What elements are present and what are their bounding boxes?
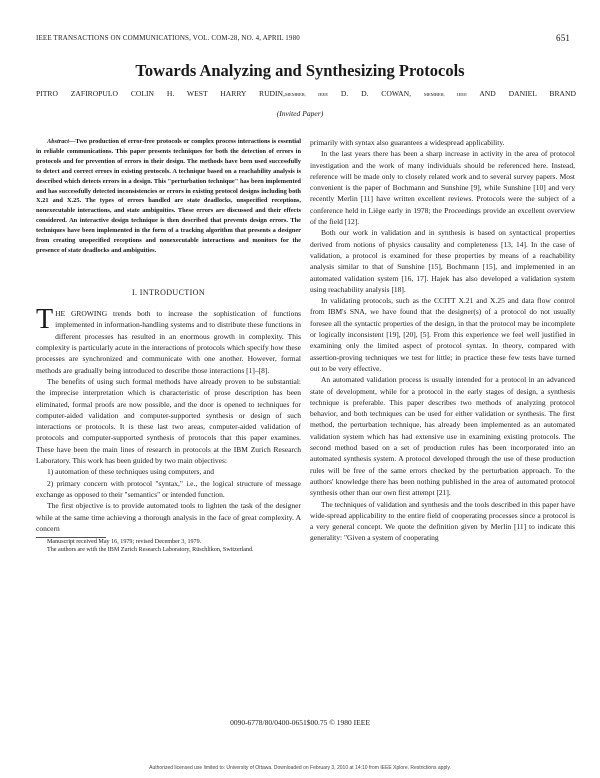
page-number: 651 [556, 33, 570, 43]
running-header [36, 34, 570, 42]
invited-paper-label: (Invited Paper) [276, 109, 324, 118]
body-paragraph: In validating protocols, such as the CCITT X.21 and X.25 and data flow control from IBM's SNA, we have found that the designer(s) of a protocol do not usually foresee all the syntactic properties of the design, in that the protocol may be incomplete or logically inconsistent [19], [20], [5]. From this experience we feel well justified in examining only the limited aspect of protocol syntax. In theory, compared with assertion-proving techniques we test for little; in practice these few tests have turned out to be very effective. [310, 296, 575, 373]
author-affiliation: MEMBER, IEEE [423, 92, 467, 97]
intro-paragraph: The benefits of using such formal methods have already proven to be substantial: the imprecise interpretation which is characteristic of prose description has been eliminated, formal proofs are now possible, and the door is opened to techniques for computer-aided validation and computer-supported synthesis or design of such interactions or protocols. It is these last two areas, computer-aided validation of protocols and computer-supported synthesis of protocols that this paper examines. These have been the main lines of research in protocols at the IBM Zurich Research Laboratory. This work has been guided by two main objectives: [36, 376, 301, 466]
left-column [36, 137, 301, 555]
footnote-affiliation: The authors are with the IBM Zurich Research Laboratory, Rüschlikon, Switzerland. [47, 547, 254, 554]
body-paragraph: The techniques of validation and synthesis and the tools described in this paper have wide-spread applicability to the entire field of cooperating processes since a protocol is a very general concept. We quote the definition given by Merlin [11] to indicate this generality: "Given a system of cooperating [310, 499, 575, 543]
journal-running-head: IEEE TRANSACTIONS ON COMMUNICATIONS, VOL. COM-28, NO. 4, APRIL 1980 [36, 34, 300, 42]
abstract-text: —Two production of error-free protocols or complex process interactions is essential in reliable communications. This paper presents techniques for both the detection of errors in protocols and for prevention of errors in their design. The methods have been used successfully to detect and correct errors in existing protocols. A technique based on a reachability analysis is described which detects errors in a design. This "perturbation technique" has been implemented and has successfully detected inconsistencies or errors in existing protocol designs including both X.21 and X.25. The types of errors handled are state deadlocks, unspecified receptions, nonexecutable interactions, and state ambiguities. These errors are discussed and their effects considered. An interactive design technique is then described that prevents design errors. The techniques have been implemented in the form of a tracking algorithm that presents a designer from creating unspecified receptions and nonexecutable interactions and monitors for the presence of state deadlocks and ambiguities. [36, 138, 301, 254]
author-name: PITRO ZAFIROPULO [36, 89, 119, 98]
copyright-line: 0090-6778/80/0400-0651$00.75 © 1980 IEEE [230, 718, 370, 727]
objective-item: 1) automation of these techniques using computers, and [47, 467, 215, 477]
drop-cap: T [36, 304, 54, 336]
intro-paragraph: The first objective is to provide automated tools to lighten the task of the designer while at the same time achieving a thorough analysis in the face of great complexity. A concern [36, 501, 301, 533]
right-column [310, 137, 575, 544]
footnote-manuscript: Manuscript received May 16, 1979; revised December 3, 1979. [47, 539, 202, 546]
license-notice: Authorized licensed use limited to: University of Ottawa. Downloaded on February 3, 2010 at 14:10 from IEEE Xplore. Restrictions apply. [149, 765, 451, 771]
intro-paragraph: THE GROWING trends both to increase the sophistication of functions implemented in information-handling systems and to distribute these functions in different processes has resulted in an enormous growth in complexity. This complexity is particularly acute in the interactions of protocols which specify how these processes are synchronized and communicate with one another. However, formal methods are gradually being introduced to describe those interactions [1]–[8]. [36, 304, 301, 375]
body-paragraph: In the last years there has been a sharp increase in activity in the area of protocol investigation and the work of many individuals should be referenced here. Instead, reference will be made only to closely related work and to several survey papers. Most convenient is the paper of Bochmann and Sunshine [9], while Sunshine [10] and very recently Merlin [11] have written excellent reviews. Protocols were the subject of a conference held in Liège early in 1978; the Proceedings provide an excellent overview of the field [12]. [310, 149, 575, 227]
body-paragraph: Both our work in validation and in synthesis is based on syntactical properties derived from notions of physics causality and completeness [13, 14]. In the case of validation, a protocol is examined for these properties by means of a reachability analysis similar to that of Sunshine [15], Bochmann [15], and implemented in an automated validation system [16, 17]. Hajek has also developed a validation system using reachability analysis [18]. [310, 228, 575, 294]
objective-item: 2) primary concern with protocol "syntax," i.e., the logical structure of message exchange as opposed to their "semantics" or intended function. [36, 478, 301, 499]
author-affiliation: MEMBER, IEEE [284, 92, 329, 97]
author-name: D. D. COWAN, [340, 89, 412, 98]
abstract [36, 137, 301, 256]
author-line [36, 89, 576, 98]
paper-title: Towards Analyzing and Synthesizing Protocols [135, 61, 465, 80]
author-name: COLIN H. WEST [130, 89, 208, 98]
author-name: AND DANIEL BRAND [479, 89, 576, 98]
body-paragraph: An automated validation process is usually intended for a protocol in an advanced state of development, while for a protocol in the early stages of design, a synthesis technique is preferable. This paper describes two methods of analyzing protocol behavior, and both techniques can be used for either validation or synthesis. The first method, the perturbation technique, has already been implemented as an automated validation system which has had extensive use in examining existing protocols. The second method based on a set of production rules has been incorporated into an automated synthesis system. A protocol developed through the use of these production rules will be free of the same errors checked by the perturbation approach. To the authors' knowledge there has been nothing published in the area of automated protocol synthesis other than our own first attempt [21]. [310, 375, 575, 498]
section-heading: I. INTRODUCTION [131, 287, 206, 297]
abstract-label: Abstract [47, 138, 70, 145]
body-paragraph: primarily with syntax also guarantees a widespread applicability. [310, 138, 505, 147]
author-name: HARRY RUDIN, [220, 89, 285, 98]
